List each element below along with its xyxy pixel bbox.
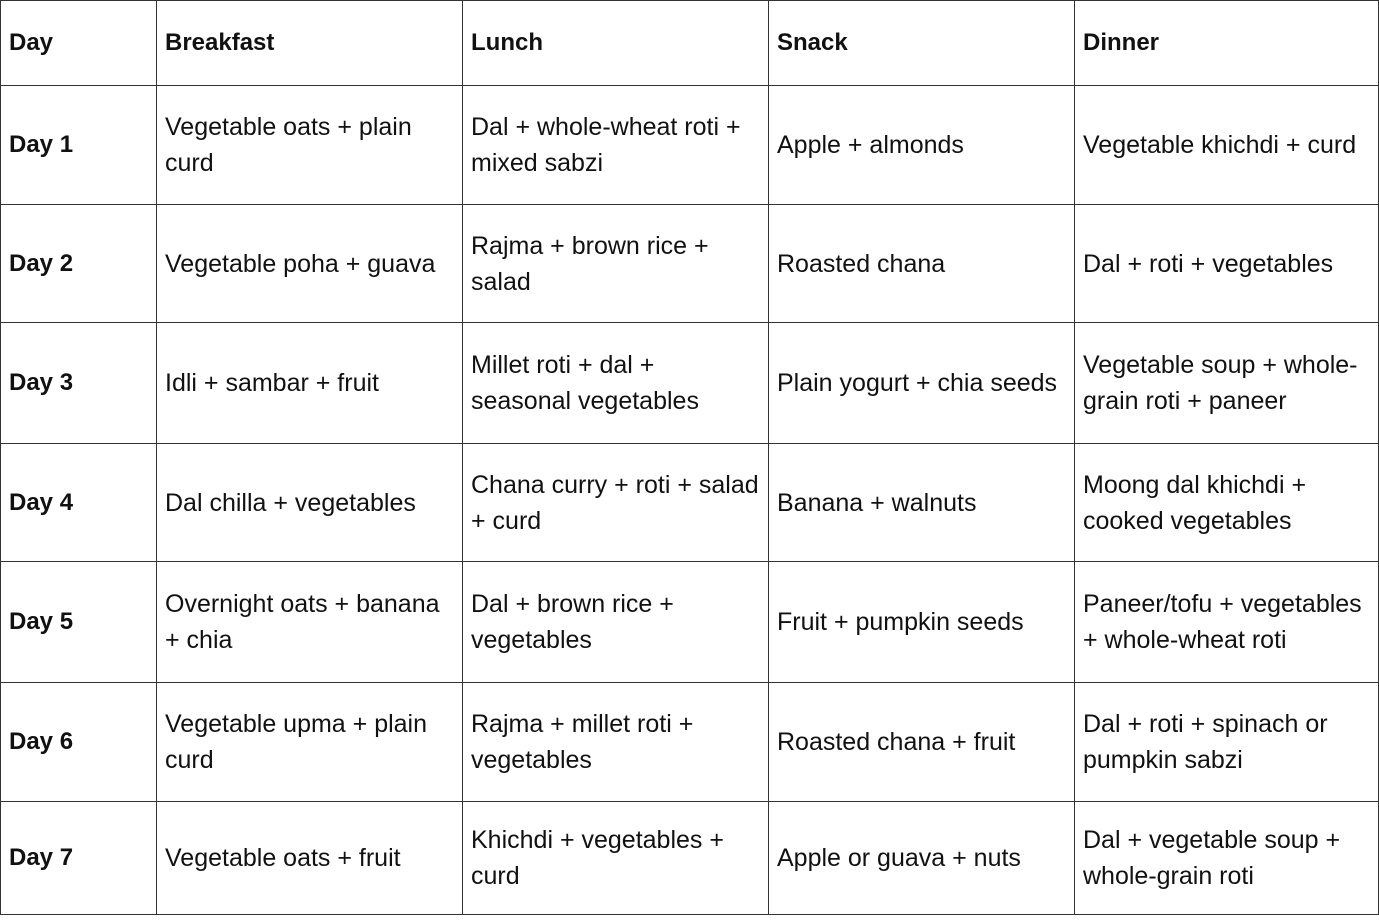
table-row	[1, 205, 1379, 323]
table-row	[1, 562, 1379, 683]
table-row	[1, 323, 1379, 444]
lunch-cell: Rajma + brown rice + salad	[463, 205, 769, 323]
snack-cell: Fruit + pumpkin seeds	[769, 562, 1075, 683]
dinner-cell: Vegetable soup + whole-grain roti + paneer	[1075, 323, 1379, 444]
snack-cell: Plain yogurt + chia seeds	[769, 323, 1075, 444]
snack-cell: Roasted chana	[769, 205, 1075, 323]
lunch-cell: Rajma + millet roti + vegetables	[463, 683, 769, 802]
day-cell: Day 7	[1, 802, 157, 915]
header-day: Day	[1, 1, 157, 86]
breakfast-cell: Vegetable oats + fruit	[157, 802, 463, 915]
table-row	[1, 802, 1379, 915]
lunch-cell: Chana curry + roti + salad + curd	[463, 444, 769, 562]
dinner-cell: Paneer/tofu + vegetables + whole-wheat roti	[1075, 562, 1379, 683]
header-dinner: Dinner	[1075, 1, 1379, 86]
snack-cell: Banana + walnuts	[769, 444, 1075, 562]
breakfast-cell: Vegetable upma + plain curd	[157, 683, 463, 802]
snack-cell: Apple + almonds	[769, 86, 1075, 205]
breakfast-cell: Vegetable poha + guava	[157, 205, 463, 323]
header-snack: Snack	[769, 1, 1075, 86]
day-cell: Day 6	[1, 683, 157, 802]
header-row	[1, 1, 1379, 86]
snack-cell: Apple or guava + nuts	[769, 802, 1075, 915]
dinner-cell: Dal + roti + vegetables	[1075, 205, 1379, 323]
day-cell: Day 3	[1, 323, 157, 444]
lunch-cell: Millet roti + dal + seasonal vegetables	[463, 323, 769, 444]
dinner-cell: Dal + roti + spinach or pumpkin sabzi	[1075, 683, 1379, 802]
day-cell: Day 5	[1, 562, 157, 683]
day-cell: Day 4	[1, 444, 157, 562]
dinner-cell: Dal + vegetable soup + whole-grain roti	[1075, 802, 1379, 915]
dinner-cell: Vegetable khichdi + curd	[1075, 86, 1379, 205]
snack-cell: Roasted chana + fruit	[769, 683, 1075, 802]
header-lunch: Lunch	[463, 1, 769, 86]
breakfast-cell: Idli + sambar + fruit	[157, 323, 463, 444]
table-row	[1, 683, 1379, 802]
lunch-cell: Khichdi + vegetables + curd	[463, 802, 769, 915]
lunch-cell: Dal + brown rice + vegetables	[463, 562, 769, 683]
table-row	[1, 444, 1379, 562]
day-cell: Day 2	[1, 205, 157, 323]
breakfast-cell: Dal chilla + vegetables	[157, 444, 463, 562]
table-row	[1, 86, 1379, 205]
lunch-cell: Dal + whole-wheat roti + mixed sabzi	[463, 86, 769, 205]
breakfast-cell: Overnight oats + banana + chia	[157, 562, 463, 683]
header-breakfast: Breakfast	[157, 1, 463, 86]
day-cell: Day 1	[1, 86, 157, 205]
dinner-cell: Moong dal khichdi + cooked vegetables	[1075, 444, 1379, 562]
breakfast-cell: Vegetable oats + plain curd	[157, 86, 463, 205]
